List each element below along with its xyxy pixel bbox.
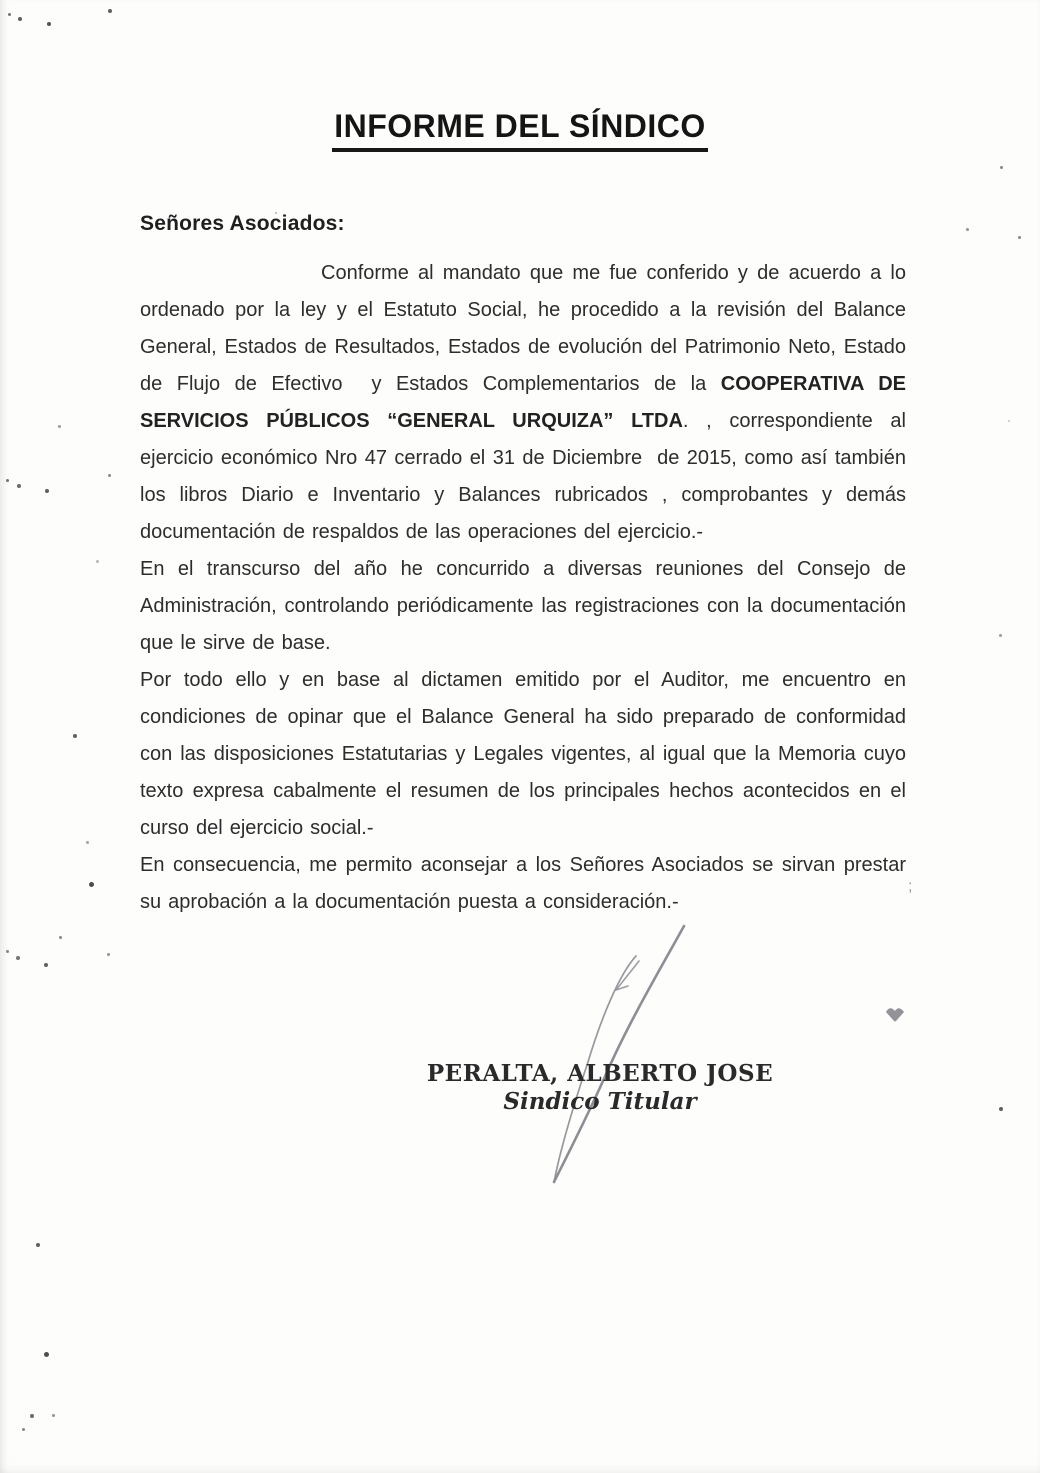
scan-speck: [58, 425, 61, 428]
scan-speck: [44, 1352, 49, 1357]
scan-speck: [16, 956, 20, 960]
scan-speck: [275, 212, 277, 214]
scan-speck: [1000, 166, 1003, 169]
body-paragraph: Por todo ello y en base al dictamen emitido por el Auditor, me encuentro en condiciones de opinar que el Balance General ha sido preparado de conformidad con las disposiciones Estatutarias y Legales vigentes, al igual que la Memoria cuyo texto expresa cabalmente el resumen de los principales hechos acontecidos en el curso del ejercicio social.-: [140, 669, 906, 839]
scan-speck: [86, 841, 89, 844]
scan-speck: [1018, 236, 1021, 239]
scan-speck: [999, 1107, 1003, 1111]
page-title: INFORME DEL SÍNDICO: [332, 108, 708, 152]
scan-smudge: ;: [908, 878, 913, 895]
scan-speck: [96, 560, 99, 563]
scan-speck: [6, 479, 9, 482]
scan-speck: [30, 1414, 34, 1418]
scan-speck: [18, 17, 22, 21]
signer-name: PERALTA, ALBERTO JOSE: [426, 1060, 774, 1087]
scan-speck: [45, 489, 49, 493]
body-paragraph: En el transcurso del año he concurrido a diversas reuniones del Consejo de Administración, controlando periódicamente las registraciones con la documentación que le sirve de base.: [140, 558, 906, 654]
scan-speck: [8, 13, 11, 16]
scan-speck: [6, 950, 9, 953]
document-body: [140, 255, 906, 921]
scan-speck: [17, 484, 21, 488]
scan-speck: [107, 953, 110, 956]
scan-speck: [1008, 420, 1010, 422]
scan-speck: [966, 228, 969, 231]
body-paragraph: Conforme al mandato que me fue conferido y de acuerdo a lo ordenado por la ley y el Estatuto Social, he procedido a la revisión del Balance General, Estados de Resultados, Estados de evolución del Patrimonio Neto, Estado de Flujo de Efectivo y Estados Complementarios de la COOPERATIVA DE SERVICIOS PÚBLICOS “GENERAL URQUIZA” LTDA. , correspondiente al ejercicio económico Nro 47 cerrado el 31 de Diciembre de 2015, como así también los libros Diario e Inventario y Balances rubricados , comprobantes y demás documentación de respaldos de las operaciones del ejercicio.-: [140, 262, 906, 543]
signature-block: [400, 1060, 800, 1116]
signer-role: Sindico Titular: [503, 1088, 697, 1115]
scan-speck: [44, 963, 48, 967]
salutation: Señores Asociados:: [140, 212, 345, 235]
pen-mark: [886, 1008, 904, 1021]
scan-speck: [73, 734, 77, 738]
body-paragraph: En consecuencia, me permito aconsejar a los Señores Asociados se sirvan prestar su aprobación a la documentación puesta a consideración.-: [140, 854, 906, 913]
scan-speck: [36, 1243, 40, 1247]
scan-speck: [52, 1414, 55, 1417]
scan-speck: [89, 882, 94, 887]
scan-speck: [999, 634, 1002, 637]
scan-speck: [108, 9, 112, 13]
scan-speck: [22, 1428, 25, 1431]
scan-speck: [108, 474, 111, 477]
scan-speck: [47, 22, 51, 26]
scan-speck: [59, 936, 62, 939]
document-header: [0, 108, 1040, 152]
